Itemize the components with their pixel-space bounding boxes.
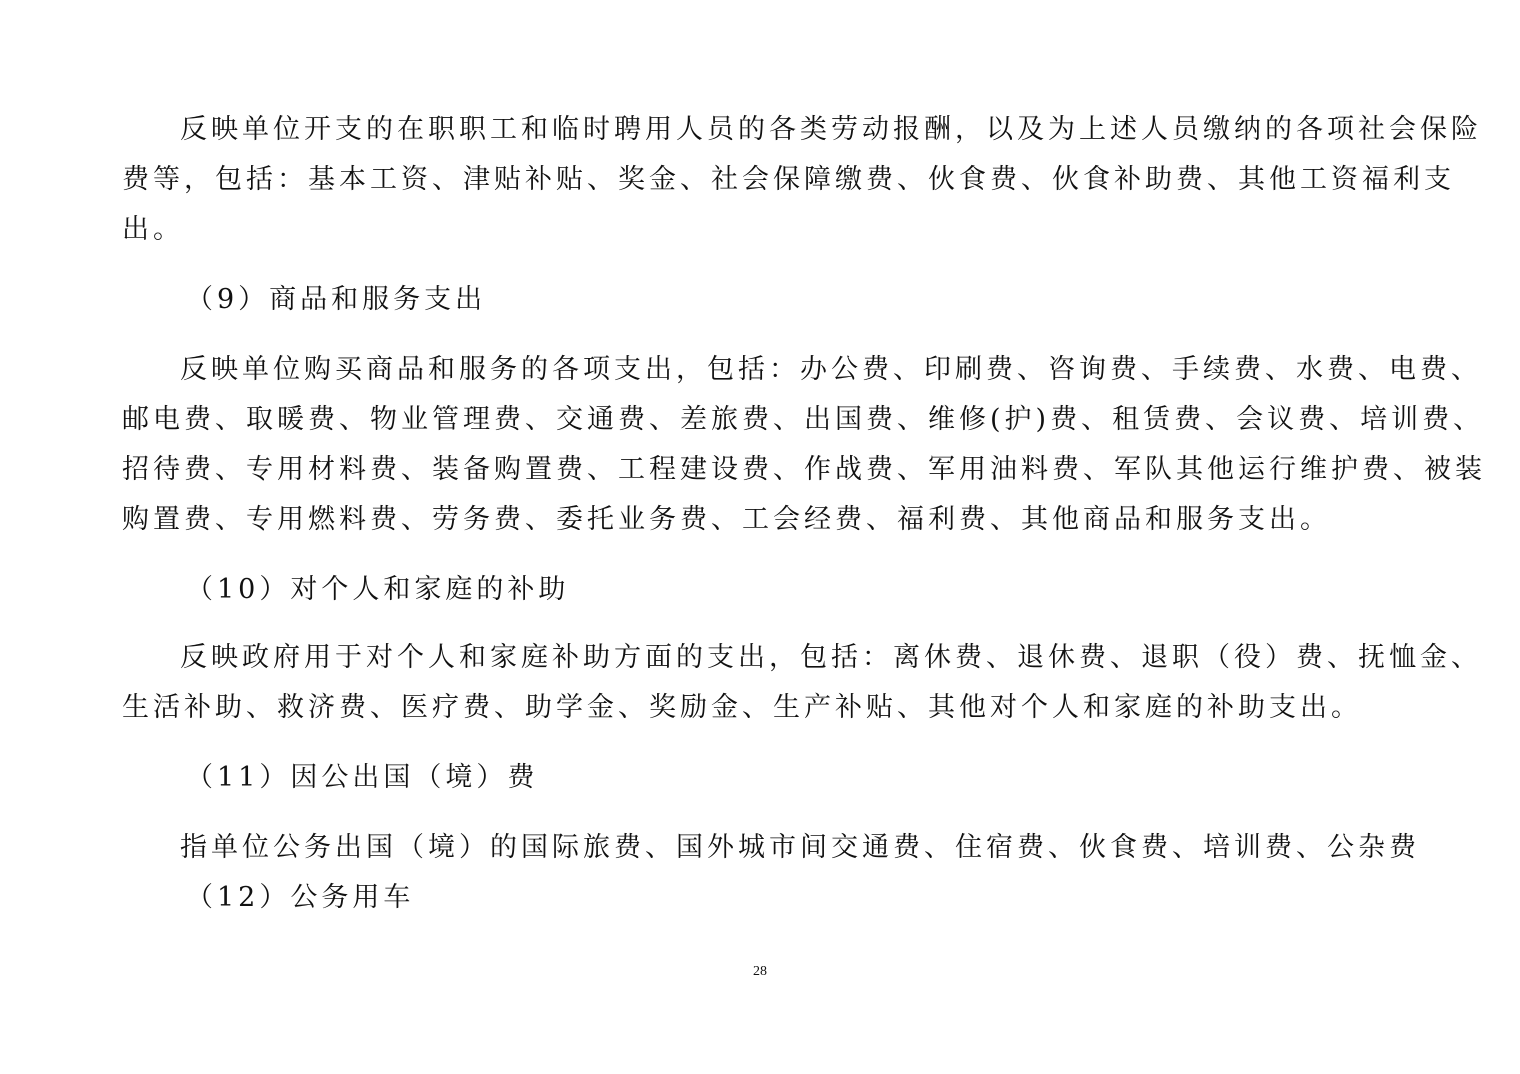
paragraph-line: 生活补助、救济费、医疗费、助学金、奖励金、生产补贴、其他对个人和家庭的补助支出。 <box>122 692 1362 723</box>
section-heading-9: （9）商品和服务支出 <box>186 284 487 315</box>
paragraph-line: 出。 <box>122 214 184 245</box>
paragraph-line: 费等，包括：基本工资、津贴补贴、奖金、社会保障缴费、伙食费、伙食补助费、其他工资福利支 <box>122 164 1455 195</box>
paragraph-line: 指单位公务出国（境）的国际旅费、国外城市间交通费、住宿费、伙食费、培训费、公杂费 <box>180 832 1420 863</box>
section-heading-11: （11）因公出国（境）费 <box>186 762 539 793</box>
paragraph-line: 招待费、专用材料费、装备购置费、工程建设费、作战费、军用油料费、军队其他运行维护费、被装 <box>122 454 1486 485</box>
section-heading-12: （12）公务用车 <box>186 882 415 913</box>
section-heading-10: （10）对个人和家庭的补助 <box>186 574 570 605</box>
page-number: 28 <box>753 964 767 979</box>
paragraph-line: 反映政府用于对个人和家庭补助方面的支出，包括：离休费、退休费、退职（役）费、抚恤金、 <box>180 642 1482 673</box>
paragraph-line: 购置费、专用燃料费、劳务费、委托业务费、工会经费、福利费、其他商品和服务支出。 <box>122 504 1331 535</box>
paragraph-line: 反映单位购买商品和服务的各项支出，包括：办公费、印刷费、咨询费、手续费、水费、电费、 <box>180 354 1482 385</box>
paragraph-line: 邮电费、取暖费、物业管理费、交通费、差旅费、出国费、维修(护)费、租赁费、会议费、培训费、 <box>122 404 1485 435</box>
paragraph-line: 反映单位开支的在职职工和临时聘用人员的各类劳动报酬，以及为上述人员缴纳的各项社会保险 <box>180 114 1482 145</box>
